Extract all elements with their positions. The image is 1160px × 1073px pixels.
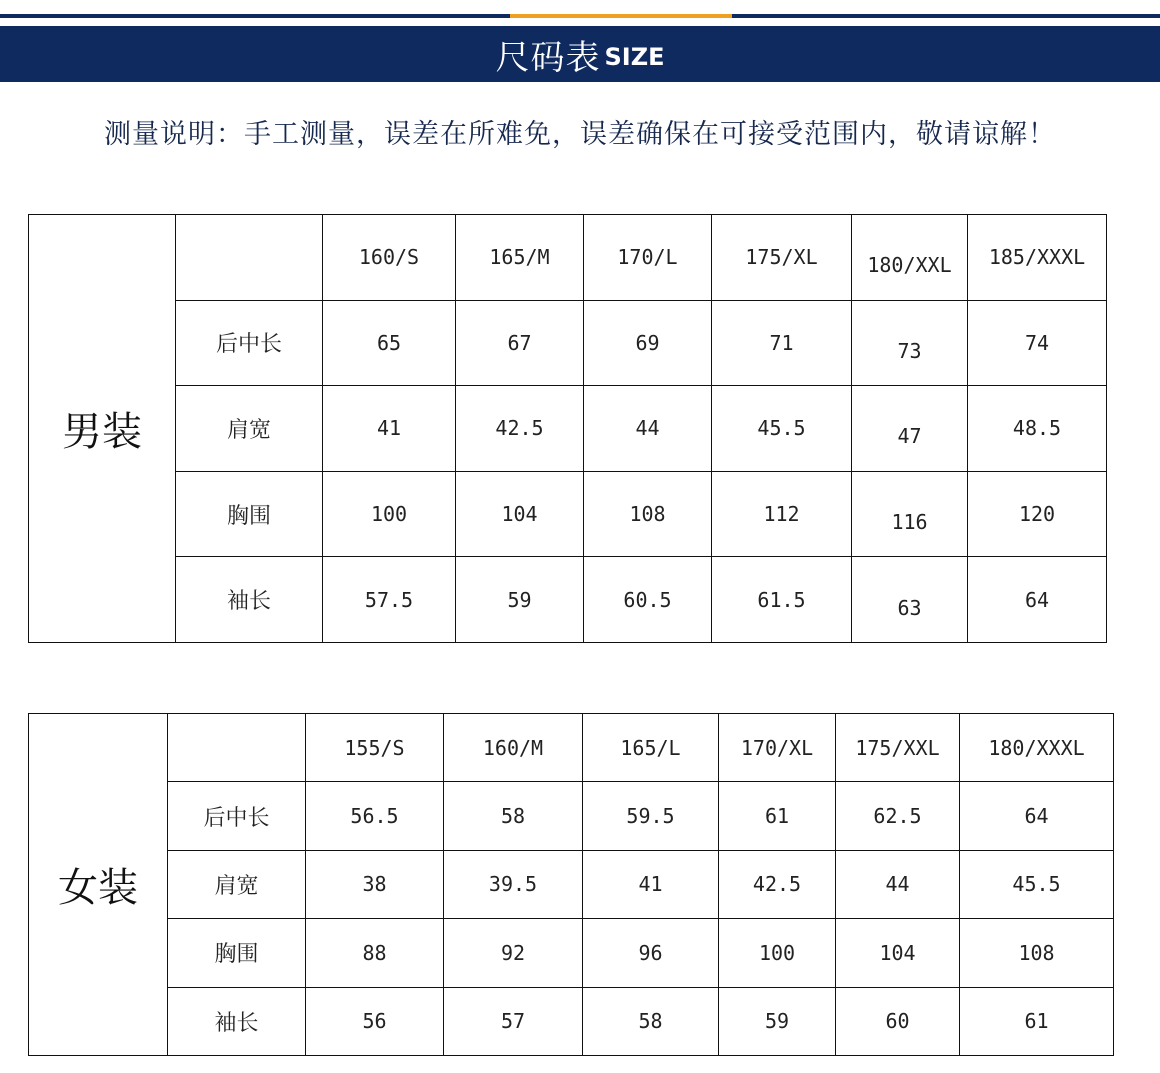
table-cell: 96 [583,919,719,987]
size-header: 160/M [444,714,583,782]
table-cell: 58 [583,987,719,1055]
table-header-row [29,714,1114,782]
table-cell: 104 [456,471,584,557]
table-cell: 112 [712,471,852,557]
table-cell: 38 [306,850,444,918]
size-header: 155/S [306,714,444,782]
table-cell: 45.5 [960,850,1114,918]
table-cell: 59 [456,557,584,643]
table-cell: 108 [584,471,712,557]
corner-cell [168,714,306,782]
table-cell: 42.5 [719,850,836,918]
table-cell: 61 [960,987,1114,1055]
table-cell: 56 [306,987,444,1055]
table-cell: 69 [584,300,712,386]
table-cell: 116 [852,471,968,557]
table-cell: 100 [719,919,836,987]
table-cell: 108 [960,919,1114,987]
top-accent-bar [510,14,732,18]
table-cell: 57 [444,987,583,1055]
corner-cell [176,215,323,301]
size-header: 185/XXXL [968,215,1107,301]
table-row [29,850,1114,918]
gender-label-men: 男装 [29,215,176,643]
header-banner [0,26,1160,82]
measurement-note: 测量说明：手工测量，误差在所难免，误差确保在可接受范围内，敬请谅解！ [104,119,1056,150]
table-cell: 44 [836,850,960,918]
table-cell: 100 [323,471,456,557]
table-cell: 64 [960,782,1114,850]
table-row [29,782,1114,850]
table-cell: 41 [583,850,719,918]
measure-label: 胸围 [168,919,306,987]
measure-label: 后中长 [168,782,306,850]
table-row [29,557,1107,643]
size-header: 165/M [456,215,584,301]
table-cell: 42.5 [456,386,584,472]
table-cell: 104 [836,919,960,987]
table-cell: 88 [306,919,444,987]
size-header: 170/L [584,215,712,301]
table-cell: 60.5 [584,557,712,643]
table-cell: 73 [852,300,968,386]
table-cell: 62.5 [836,782,960,850]
women-size-table [28,713,1114,1056]
measure-label: 后中长 [176,300,323,386]
size-header: 165/L [583,714,719,782]
table-row [29,300,1107,386]
measure-label: 胸围 [176,471,323,557]
gender-label-women: 女装 [29,714,168,1056]
table-cell: 45.5 [712,386,852,472]
page-title-en: SIZE [604,43,665,71]
table-cell: 58 [444,782,583,850]
table-cell: 71 [712,300,852,386]
table-header-row [29,215,1107,301]
table-cell: 59.5 [583,782,719,850]
table-cell: 47 [852,386,968,472]
measure-label: 肩宽 [168,850,306,918]
table-cell: 59 [719,987,836,1055]
measure-label: 肩宽 [176,386,323,472]
table-cell: 41 [323,386,456,472]
table-cell: 120 [968,471,1107,557]
table-cell: 56.5 [306,782,444,850]
table-cell: 44 [584,386,712,472]
size-header: 160/S [323,215,456,301]
table-row [29,919,1114,987]
table-cell: 57.5 [323,557,456,643]
table-row [29,471,1107,557]
size-header: 180/XXL [852,215,968,301]
page-title: 尺码表 [495,37,601,78]
table-row [29,987,1114,1055]
measure-label: 袖长 [176,557,323,643]
table-cell: 74 [968,300,1107,386]
table-cell: 67 [456,300,584,386]
table-cell: 65 [323,300,456,386]
table-row [29,386,1107,472]
size-header: 175/XL [712,215,852,301]
measure-label: 袖长 [168,987,306,1055]
size-header: 170/XL [719,714,836,782]
table-cell: 63 [852,557,968,643]
table-cell: 48.5 [968,386,1107,472]
table-cell: 64 [968,557,1107,643]
table-cell: 61 [719,782,836,850]
table-cell: 92 [444,919,583,987]
size-header: 175/XXL [836,714,960,782]
table-cell: 60 [836,987,960,1055]
size-header: 180/XXXL [960,714,1114,782]
table-cell: 61.5 [712,557,852,643]
table-cell: 39.5 [444,850,583,918]
men-size-table [28,214,1107,643]
